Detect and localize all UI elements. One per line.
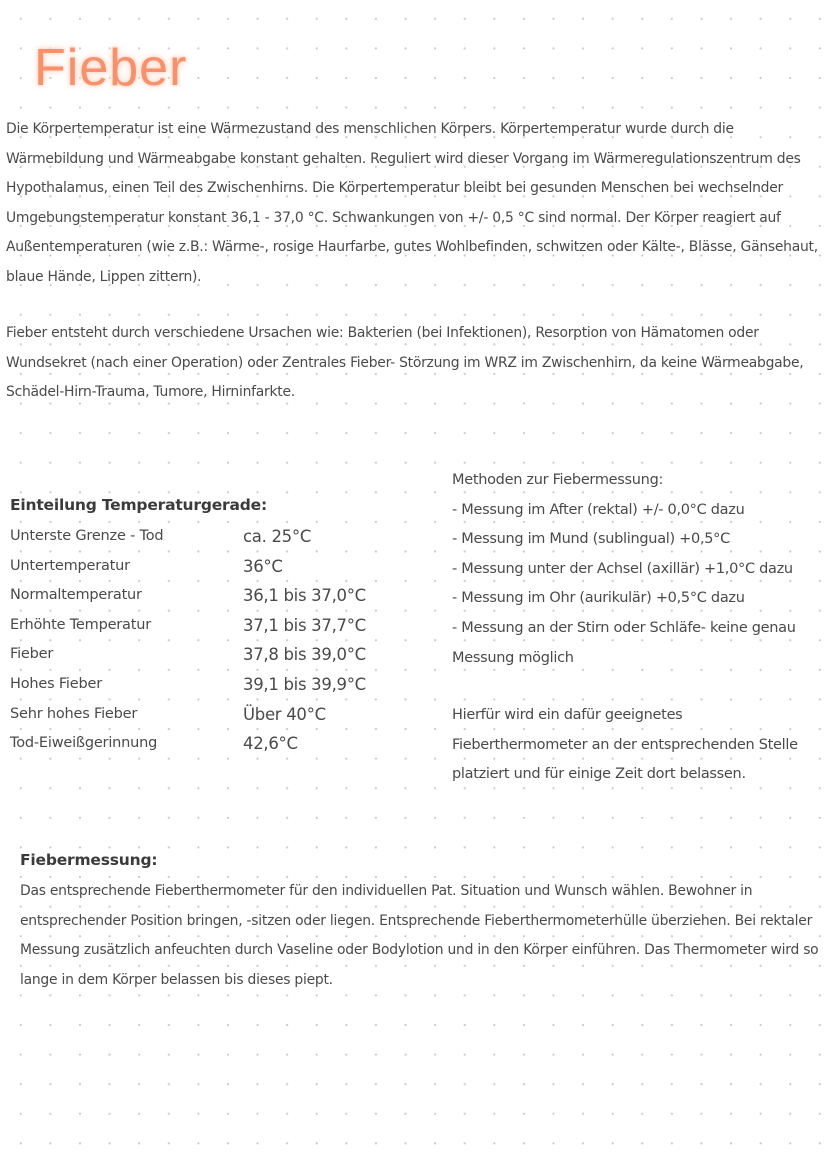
method-item: - Messung im After (rektal) +/- 0,0°C dazu bbox=[452, 501, 745, 518]
page-title: Fieber bbox=[34, 39, 188, 97]
table-row bbox=[10, 552, 366, 582]
method-item-continuation: Messung möglich bbox=[452, 649, 574, 666]
methods-heading: Methoden zur Fiebermessung: bbox=[452, 472, 664, 488]
method-item: - Messung im Ohr (aurikulär) +0,5°C dazu bbox=[452, 590, 745, 607]
temperature-grades-heading: Einteilung Temperaturgerade: bbox=[10, 496, 267, 514]
table-row bbox=[10, 729, 366, 759]
causes-paragraph: Fieber entsteht durch verschiedene Ursachen wie: Bakterien (bei Infektionen), Resorption von Hämatomen oder Wundsekret (nach einer Operation) oder Zentrales Fieber- Störzung im WRZ im Zwischenhirn, da keine Wärmeabgabe, Schädel-Hirn-Trauma, Tumore, Hirninfarkte. bbox=[6, 325, 804, 401]
table-row bbox=[10, 522, 366, 552]
method-item: - Messung unter der Achsel (axillär) +1,0°C dazu bbox=[452, 560, 793, 577]
grade-value: 42,6°C bbox=[243, 734, 298, 754]
grade-value: 37,8 bis 39,0°C bbox=[243, 645, 366, 665]
table-row bbox=[10, 611, 366, 641]
intro-paragraph: Die Körpertemperatur ist eine Wärmezustand des menschlichen Körpers. Körpertemperatur wurde durch die Wärmebildung und Wärmeabgabe konstant gehalten. Reguliert wird dieser Vorgang im Wärmeregulationszentrum des Hypothalamus, einen Teil des Zwischenhirns. Die Körpertemperatur bleibt bei gesunden Menschen bei wechselnder Umgebungstemperatur konstant 36,1 - 37,0 °C. Schwankungen von +/- 0,5 °C sind normal. Der Körper reagiert auf Außentemperaturen (wie z.B.: Wärme-, rosige Haurfarbe, gutes Wohlbefinden, schwitzen oder Kälte-, Blässe, Gänsehaut, blaue Hände, Lippen zittern). bbox=[6, 121, 818, 285]
grade-label: Fieber bbox=[10, 646, 54, 663]
measurement-heading: Fiebermessung: bbox=[20, 851, 158, 869]
grade-label: Erhöhte Temperatur bbox=[10, 616, 151, 633]
temperature-grades-table bbox=[10, 522, 366, 759]
grade-value: 37,1 bis 37,7°C bbox=[243, 615, 366, 635]
table-row bbox=[10, 640, 366, 670]
thermometer-placement-note bbox=[452, 701, 822, 790]
measurement-methods bbox=[452, 466, 822, 673]
grade-value: 36°C bbox=[243, 556, 283, 576]
grade-label: Untertemperatur bbox=[10, 557, 130, 574]
grade-label: Tod-Eiweißgerinnung bbox=[10, 735, 158, 752]
table-row bbox=[10, 700, 366, 730]
grade-value: 39,1 bis 39,9°C bbox=[243, 674, 366, 694]
grade-label: Hohes Fieber bbox=[10, 675, 102, 692]
table-row bbox=[10, 670, 366, 700]
grade-label: Sehr hohes Fieber bbox=[10, 705, 138, 722]
table-row bbox=[10, 581, 366, 611]
measurement-paragraph: Das entsprechende Fieberthermometer für den individuellen Pat. Situation und Wunsch wählen. Bewohner in entsprechender Position bringen, -sitzen oder liegen. Entsprechende Fieberthermometerhülle überziehen. Bei rektaler Messung zusätzlich anfeuchten durch Vaseline oder Bodylotion und in den Körper einführen. Das Thermometer wird so lange in dem Körper belassen bis dieses piept. bbox=[20, 883, 819, 988]
grade-label: Normaltemperatur bbox=[10, 587, 142, 604]
method-item: - Messung an der Stirn oder Schläfe- keine genau bbox=[452, 619, 796, 636]
grade-value: 36,1 bis 37,0°C bbox=[243, 586, 366, 606]
grade-value: ca. 25°C bbox=[243, 527, 312, 546]
placement-line: platziert und für einige Zeit dort belassen. bbox=[452, 766, 746, 783]
method-item: - Messung im Mund (sublingual) +0,5°C bbox=[452, 531, 730, 548]
placement-line: Fieberthermometer an der entsprechenden Stelle bbox=[452, 736, 798, 753]
grade-value: Über 40°C bbox=[243, 704, 326, 724]
grade-label: Unterste Grenze - Tod bbox=[10, 528, 164, 544]
placement-line: Hierfür wird ein dafür geeignetes bbox=[452, 707, 683, 723]
